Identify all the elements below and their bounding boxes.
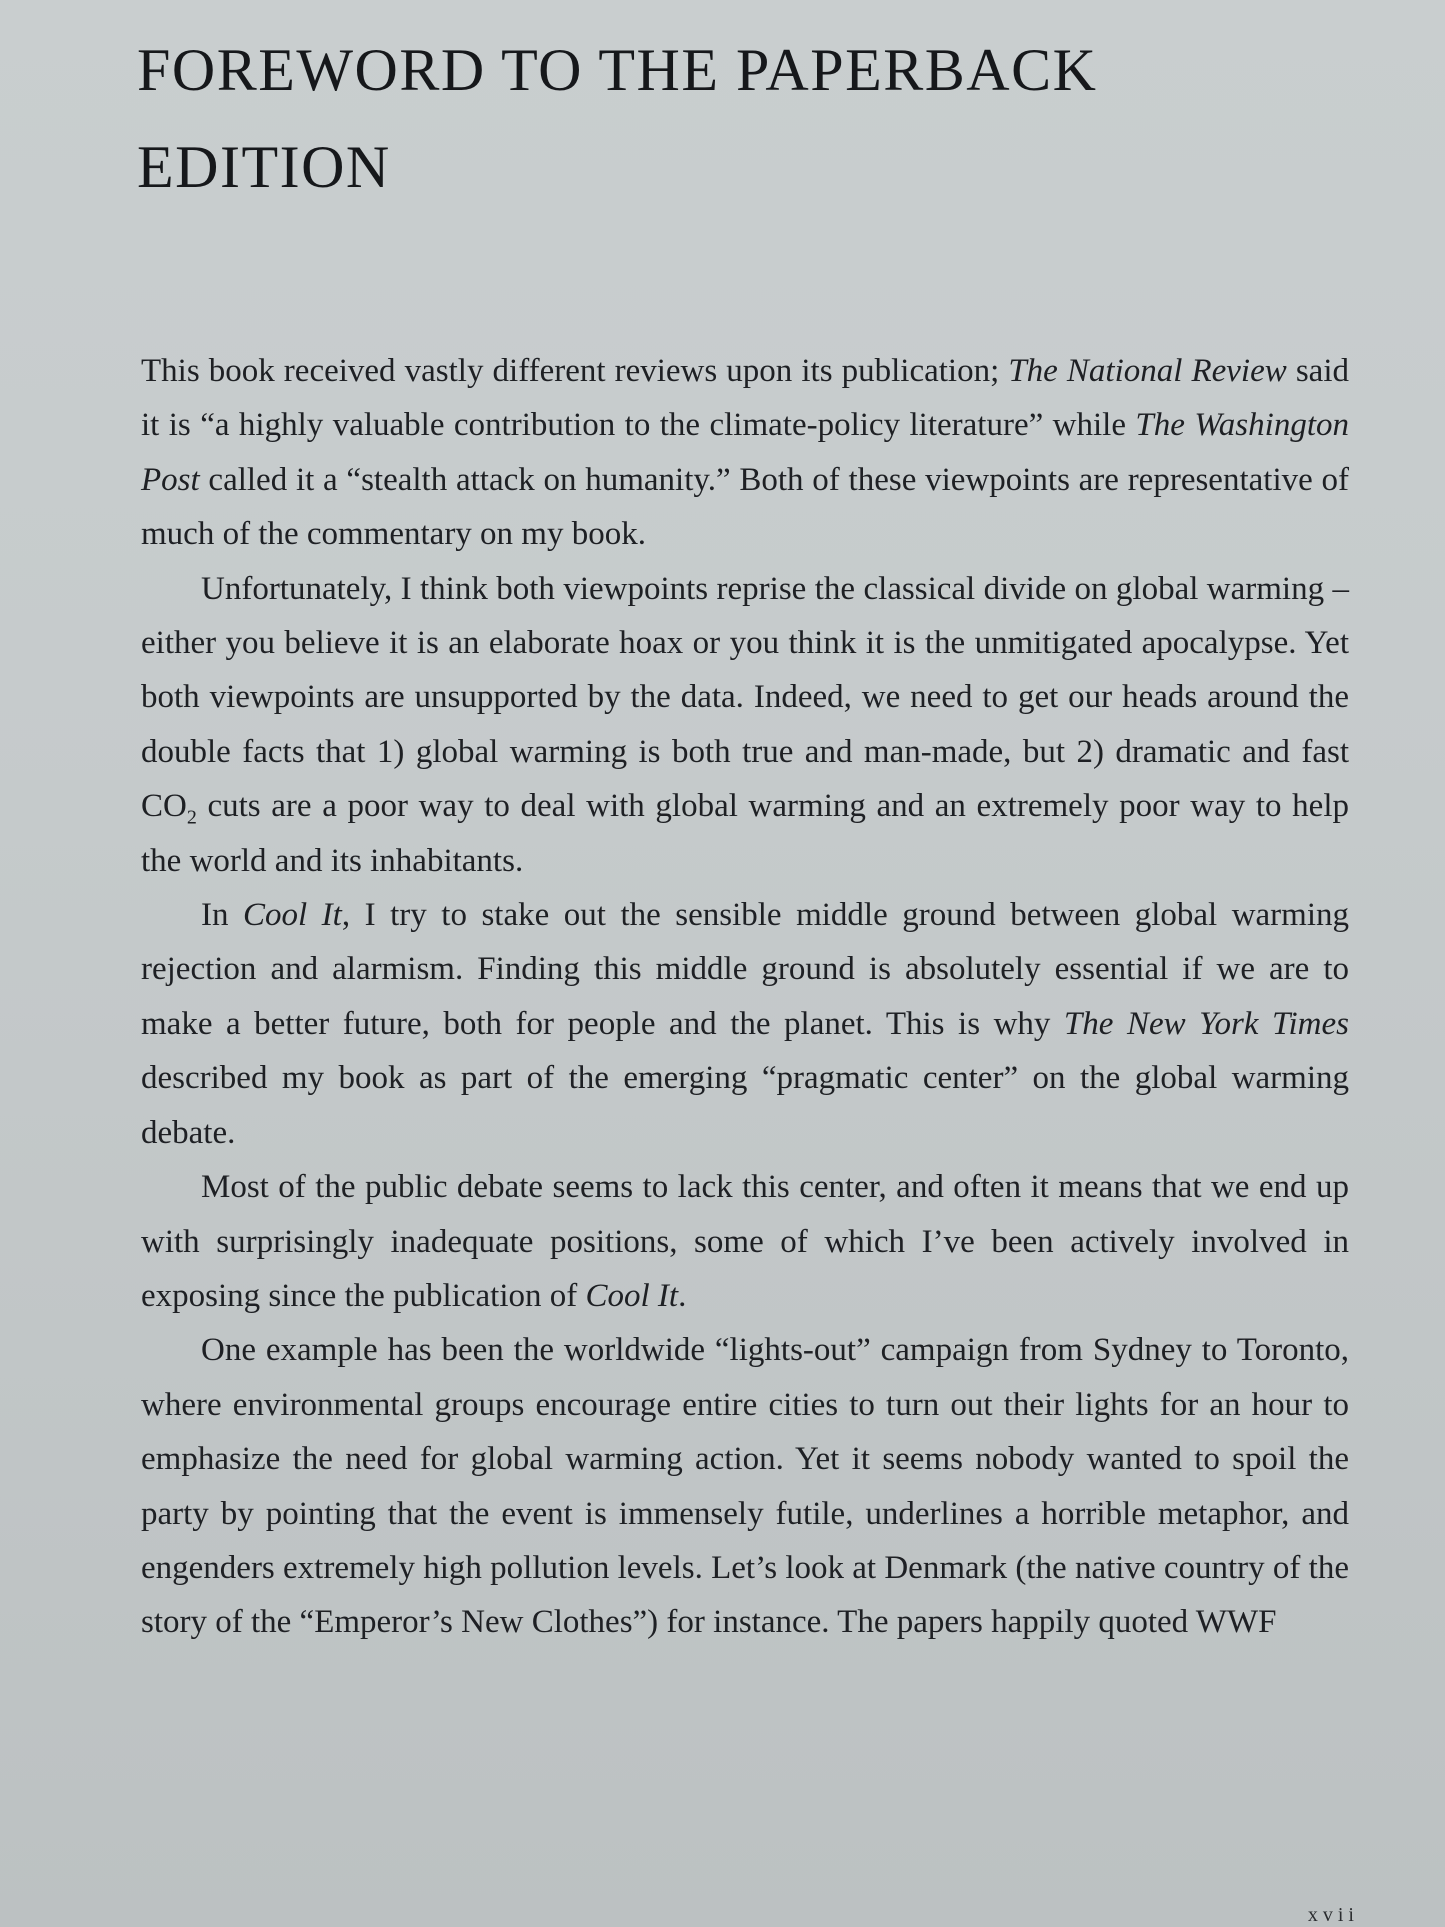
text-run: , I try to stake out the sensible middle ground between global warming rejection and alarmism. Finding this middle ground is absolutely essential if we are to make a better future, both for people and the planet. This is why: [141, 897, 1349, 1042]
text-run: described my book as part of the emerging “pragmatic center” on the global warming debate.: [141, 1060, 1349, 1151]
page-number: xvii: [1307, 1904, 1359, 1926]
paragraph: [141, 888, 1349, 1160]
text-run: said it is “a highly valuable contribution to the climate-policy literature” while: [141, 353, 1349, 444]
paragraph: [141, 562, 1349, 888]
subscript: 2: [186, 806, 197, 829]
text-run: In: [201, 897, 243, 934]
text-run: Most of the public debate seems to lack this center, and often it means that we end up with surprisingly inadequate positions, some of which I’ve been actively involved in exposing since the publication of: [141, 1169, 1349, 1314]
italic-title: The New York Times: [1063, 1005, 1349, 1042]
chapter-title: [137, 22, 1317, 216]
paragraph: [141, 344, 1349, 562]
text-run: One example has been the worldwide “lights-out” campaign from Sydney to Toronto, where environmental groups encourage entire cities to turn out their lights for an hour to emphasize the need for global warming action. Yet it seems nobody wanted to spoil the party by pointing that the event is immensely futile, underlines a horrible metaphor, and engenders extremely high pollution levels. Let’s look at Denmark (the native country of the story of the “Emperor’s New Clothes”) for instance. The papers happily quoted WWF: [141, 1332, 1349, 1641]
text-run: .: [678, 1277, 687, 1314]
italic-title: Cool It: [243, 897, 342, 934]
chapter-title-line: EDITION: [137, 134, 391, 200]
paragraph: [141, 1160, 1349, 1323]
text-run: Unfortunately, I think both viewpoints reprise the classical divide on global warming – either you believe it is an elaborate hoax or you think it is the unmitigated apocalypse. Yet both viewpoints are unsupported by the data. Indeed, we need to get our heads around the double facts that 1) global warming is both true and man-made, but 2) dramatic and fast CO: [141, 570, 1349, 825]
text-run: This book received vastly different reviews upon its publication;: [141, 353, 1009, 389]
text-run: cuts are a poor way to deal with global warming and an extremely poor way to help the world and its inhabitants.: [141, 788, 1349, 879]
paragraph: [141, 1323, 1349, 1649]
italic-title: The National Review: [1008, 353, 1287, 389]
italic-title: Cool It: [585, 1277, 679, 1314]
body-text: [141, 344, 1349, 1650]
text-run: called it a “stealth attack on humanity.” Both of these viewpoints are representative of much of the commentary on my book.: [141, 461, 1349, 553]
italic-title: The Washington Post: [141, 407, 1349, 498]
chapter-title-line: FOREWORD TO THE PAPERBACK: [137, 37, 1098, 103]
